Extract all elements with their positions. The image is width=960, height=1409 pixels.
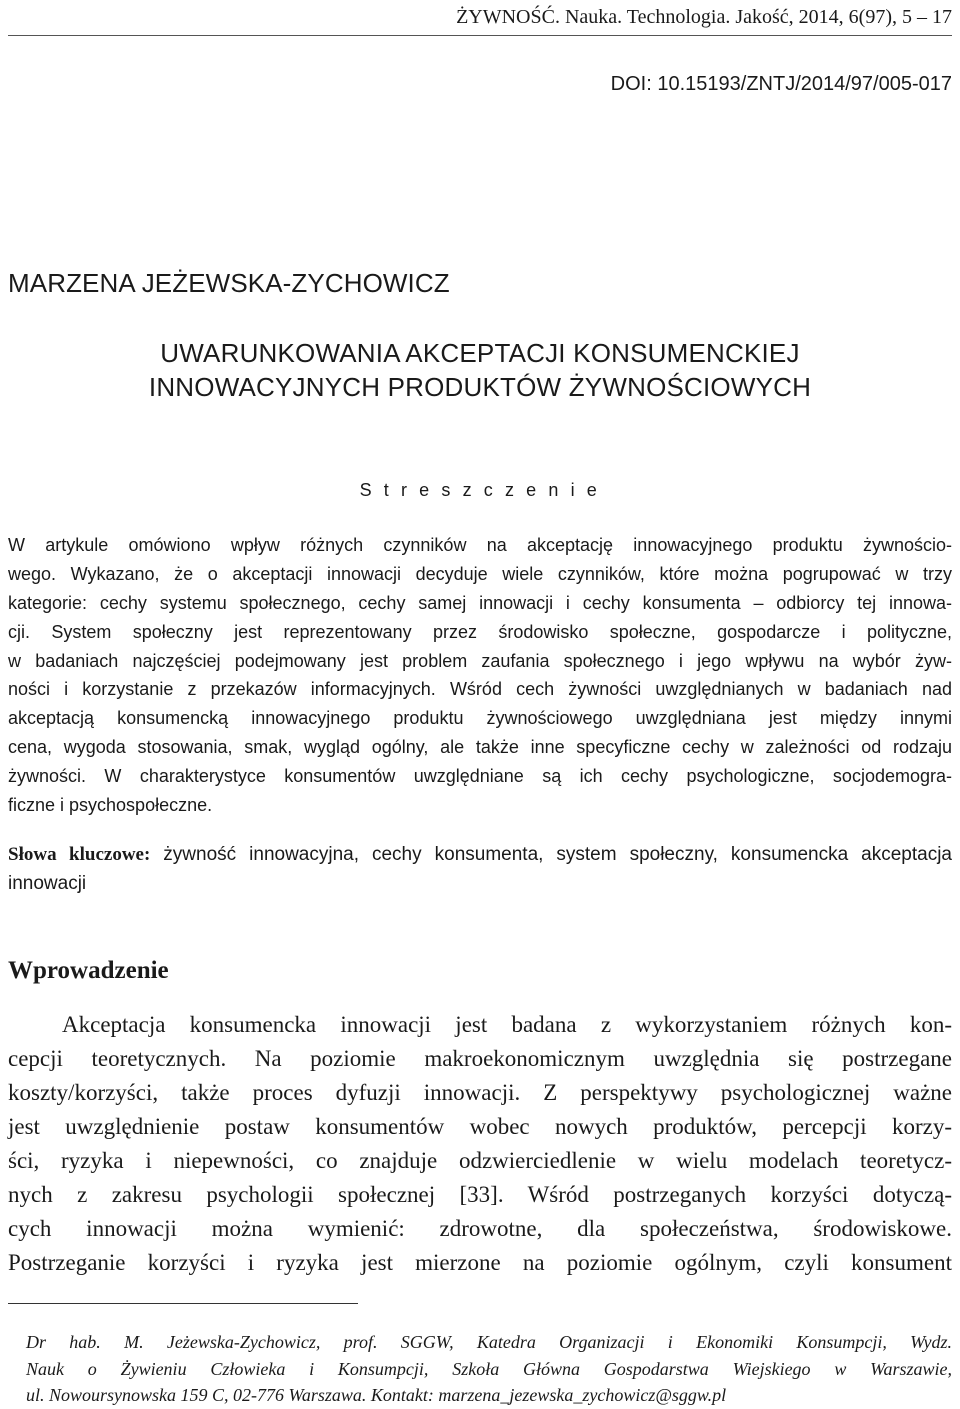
- body-line: cych innowacji można wymienić: zdrowotne, dla społeczeństwa, środowiskowe.: [8, 1216, 952, 1241]
- abstract-line: w badaniach najczęściej podejmowany jest problem zaufania społecznego i jego wpływu na wybór żyw-: [8, 651, 952, 671]
- author-name: MARZENA JEŻEWSKA-ZYCHOWICZ: [8, 268, 450, 298]
- abstract-line: ficzne i psychospołeczne.: [8, 795, 213, 815]
- abstract-heading: S t r e s z c z e n i e: [359, 480, 601, 500]
- body-line: Postrzeganie korzyści i ryzyka jest mierzone na poziomie ogólnym, czyli konsument: [8, 1250, 952, 1275]
- title-line: UWARUNKOWANIA AKCEPTACJI KONSUMENCKIEJ: [160, 338, 800, 368]
- footnote-line: Dr hab. M. Jeżewska-Zychowicz, prof. SGGW, Katedra Organizacji i Ekonomiki Konsumpcji, Wydz.: [26, 1332, 952, 1352]
- keywords-text: żywność innowacyjna, cechy konsumenta, system społeczny, konsumencka akceptacja: [163, 844, 952, 865]
- abstract-line: wego. Wykazano, że o akceptacji innowacji decyduje wiele czynników, które można pogrupować w trzy: [8, 564, 952, 584]
- keywords: [8, 840, 952, 870]
- section-heading: Wprowadzenie: [8, 957, 169, 984]
- abstract-line: żywności. W charakterystyce konsumentów uwzględniane są ich cechy psychologiczne, socjodemogra-: [8, 766, 952, 786]
- body-line: Akceptacja konsumencka innowacji jest badana z wykorzystaniem różnych kon-: [62, 1012, 952, 1037]
- article-title: [0, 336, 960, 404]
- footnote-line: ul. Nowoursynowska 159 C, 02-776 Warszawa. Kontakt: marzena_jezewska_zychowicz@sggw.pl: [26, 1385, 727, 1405]
- body-line: ści, ryzyka i niepewności, co znajduje odzwierciedlenie w wielu modelach teoretycz-: [8, 1148, 952, 1173]
- body-line: jest uwzględnienie postaw konsumentów wobec nowych produktów, percepcji korzy-: [8, 1114, 952, 1139]
- abstract-line: akceptacją konsumencką innowacyjnego produktu żywnościowego uwzględniana jest między innymi: [8, 708, 952, 728]
- abstract-line: ności i korzystanie z przekazów informacyjnych. Wśród cech żywności uwzględnianych w badaniach nad: [8, 679, 952, 699]
- abstract-line: kategorie: cechy systemu społecznego, cechy samej innowacji i cechy konsumenta – odbiorcy tej innowa-: [8, 593, 952, 613]
- abstract-line: cena, wygoda stosowania, smak, wygląd ogólny, ale także inne specyficzne cechy w zależności od rodzaju: [8, 737, 952, 757]
- body-line: koszty/korzyści, także proces dyfuzji innowacji. Z perspektywy psychologicznej ważne: [8, 1080, 952, 1105]
- keywords-continuation: innowacji: [8, 873, 87, 894]
- title-line: INNOWACYJNYCH PRODUKTÓW ŻYWNOŚCIOWYCH: [148, 372, 812, 402]
- journal-header: ŻYWNOŚĆ. Nauka. Technologia. Jakość, 2014, 6(97), 5 – 17: [456, 6, 952, 28]
- abstract-line: W artykule omówiono wpływ różnych czynników na akceptację innowacyjnego produktu żywnościo-: [8, 535, 952, 555]
- keywords-label: Słowa kluczowe:: [8, 844, 151, 865]
- footnote-divider: [8, 1303, 358, 1304]
- body-line: cepcji teoretycznych. Na poziomie makroekonomicznym uwzględnia się postrzegane: [8, 1046, 952, 1071]
- abstract-line: cji. System społeczny jest reprezentowany przez środowisko społeczne, gospodarcze i polityczne,: [8, 622, 952, 642]
- footnote-line: Nauk o Żywieniu Człowieka i Konsumpcji, Szkoła Główna Gospodarstwa Wiejskiego w Warszawie,: [26, 1359, 952, 1379]
- body-line: nych z zakresu psychologii społecznej [33]. Wśród postrzeganych korzyści dotyczą-: [8, 1182, 952, 1207]
- header-divider: [8, 35, 952, 36]
- doi-label: DOI: 10.15193/ZNTJ/2014/97/005-017: [610, 73, 952, 95]
